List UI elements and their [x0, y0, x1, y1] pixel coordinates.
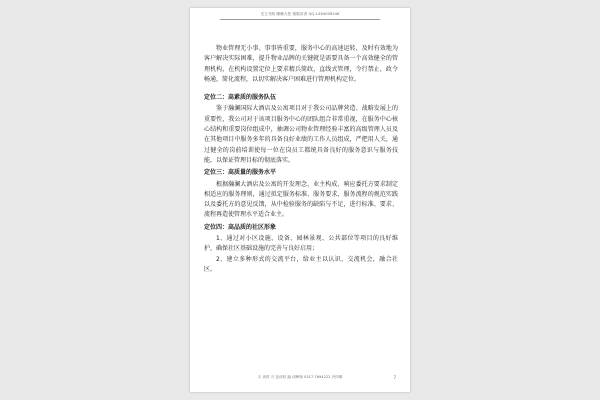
page-number: 7	[393, 375, 396, 380]
paragraph-management-structure: 物业管理无小事、事事皆重要，服务中心的高速运转，及时有效地为客户解决实际困难，提升物业品牌的关键就是需要具备一个高效健全的管理机构，在机构设置定位上要求精兵简政，直线式管理，令行禁止，政令畅通，简化流程，以切实解决客户困难进行管理机构定位。	[204, 45, 398, 83]
heading-position-three: 定位三：高质量的服务水平	[204, 169, 277, 177]
heading-position-two: 定位二：高素质的服务队伍	[204, 94, 277, 102]
list-item-facilities: 1、通过对小区设施、设备、园林景观、公共部位等项目的良好维护，确保社区基础设施的完善与良好启用；	[204, 235, 398, 253]
document-page	[190, 8, 410, 392]
page-header: 龙文书路 睡睡大苍 图服讲者 QQ:1464008548	[260, 12, 340, 16]
page-content	[204, 44, 398, 275]
header-divider	[220, 19, 380, 20]
page-footer: 买 谈料 刃 包谈机 编 谈眸杨 0317-7694222 冷四明	[257, 375, 343, 379]
spacer	[204, 85, 398, 91]
paragraph-service-team: 鉴于瀚澜国际大酒店及公寓项目对于我公司品牌营造、战略发展上的重要性，我公司对于该项目服务中心的团队组合非常重视，在服务中心核心结构和重要岗位组成中，抽调公司物业管理经验丰富的高级管理人员及在其他项目中服务多年的具备良好业绩的工作人员组成，严把用人关，通过健全的岗前培训使每一位在岗员工都统具备良好的服务意识与服务技能，以保证管理目标的彻底落实。	[204, 105, 398, 164]
list-item-communication: 2、建立多种形式的交流平台，给业主以认识、交流机会，融合社区。	[204, 255, 398, 273]
heading-position-four: 定位四：高品质的社区形象	[204, 223, 277, 231]
paragraph-service-level: 根据瀚澜大酒店及公寓的开发理念、业主构成、响应委托方要求制定相适应的服务理则，通过拟定服务标准、服务要求、服务流程的规范实践以及委托方的意见反馈，从中检验服务的缺陷与不足，进行标准、要求、流程再造使管理水平适合业主。	[204, 180, 398, 219]
